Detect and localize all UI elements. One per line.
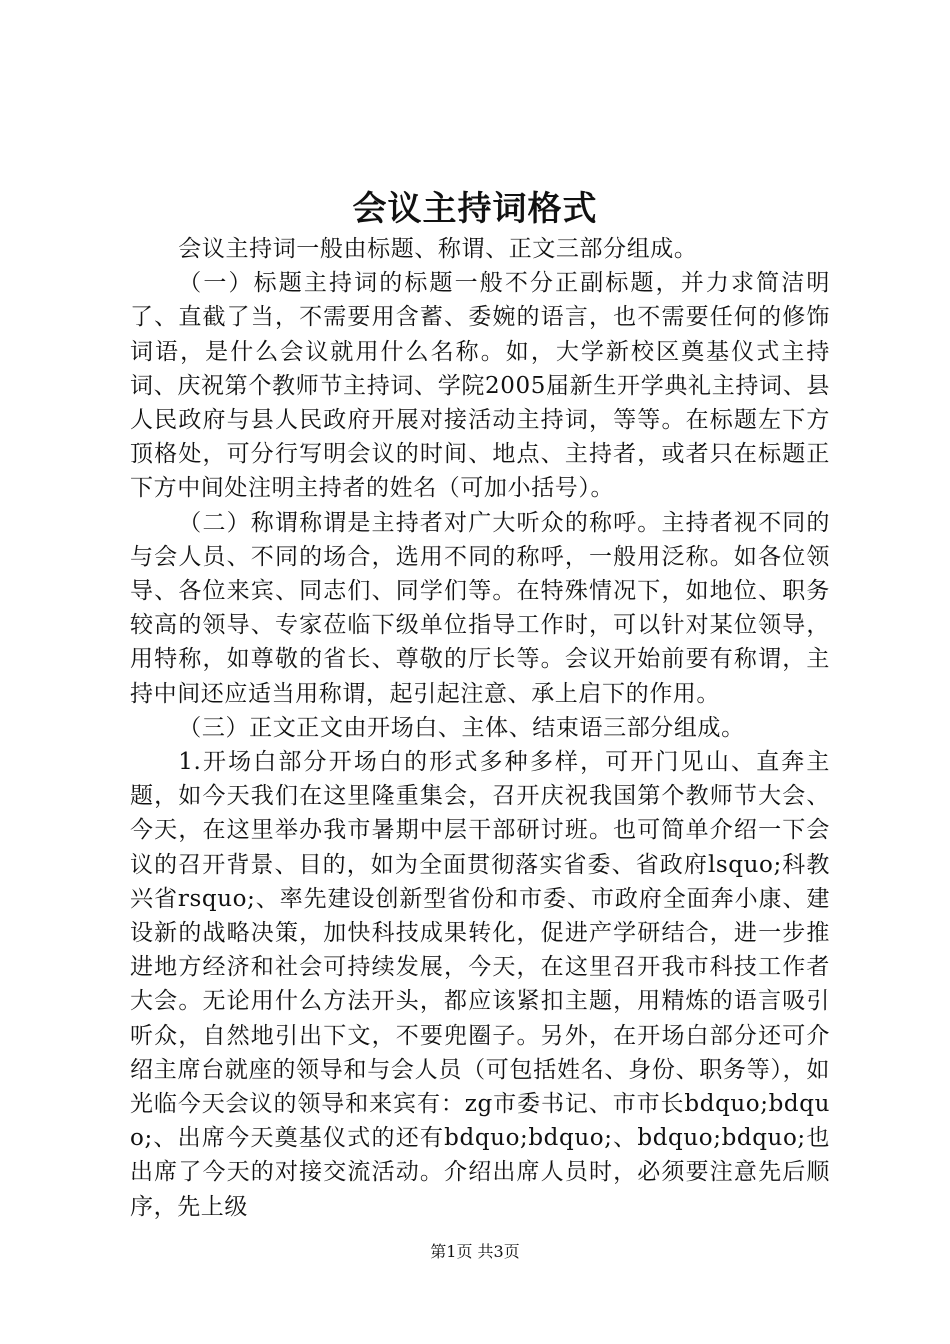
page-number-footer: 第1页 共3页 [430,1242,520,1261]
document-body [130,232,830,1224]
paragraph-section-title: （一）标题主持词的标题一般不分正副标题，并力求简洁明了、直截了当，不需要用含蓄、委婉的语言，也不需要任何的修饰词语，是什么会议就用什么名称。如，大学新校区奠基仪式主持词、庆祝第个教师节主持词、学院2005届新生开学典礼主持词、县人民政府与县人民政府开展对接活动主持词，等等。在标题左下方顶格处，可分行写明会议的时间、地点、主持者，或者只在标题正下方中间处注明主持者的姓名（可加小括号）。 [130,270,830,502]
paragraph-section-salutation: （二）称谓称谓是主持者对广大听众的称呼。主持者视不同的与会人员、不同的场合，选用不同的称呼，一般用泛称。如各位领导、各位来宾、同志们、同学们等。在特殊情况下，如地位、职务较高的领导、专家莅临下级单位指导工作时，可以针对某位领导，用特称，如尊敬的省长、尊敬的厅长等。会议开始前要有称谓，主持中间还应适当用称谓，起引起注意、承上启下的作用。 [130,509,830,707]
paragraph-opening-remarks: 1.开场白部分开场白的形式多种多样，可开门见山、直奔主题，如今天我们在这里隆重集会，召开庆祝我国第个教师节大会、今天，在这里举办我市暑期中层干部研讨班。也可简单介绍一下会议的召开背景、目的，如为全面贯彻落实省委、省政府lsquo;科教兴省rsquo;、率先建设创新型省份和市委、市政府全面奔小康、建设新的战略决策，加快科技成果转化，促进产学研结合，进一步推进地方经济和社会可持续发展，今天，在这里召开我市科技工作者大会。无论用什么方法开头，都应该紧扣主题，用精炼的语言吸引听众，自然地引出下文，不要兜圈子。另外，在开场白部分还可介绍主席台就座的领导和与会人员（可包括姓名、身份、职务等），如光临今天会议的领导和来宾有：zg市委书记、市市长bdquo;bdquo;、出席今天奠基仪式的还有bdquo;bdquo;、bdquo;bdquo;也出席了今天的对接交流活动。介绍出席人员时，必须要注意先后顺序，先上级 [130,749,830,1220]
paragraph-section-body: （三）正文正文由开场白、主体、结束语三部分组成。 [178,714,745,741]
paragraph-intro: 会议主持词一般由标题、称谓、正文三部分组成。 [178,236,698,262]
document-title: 会议主持词格式 [352,189,598,229]
